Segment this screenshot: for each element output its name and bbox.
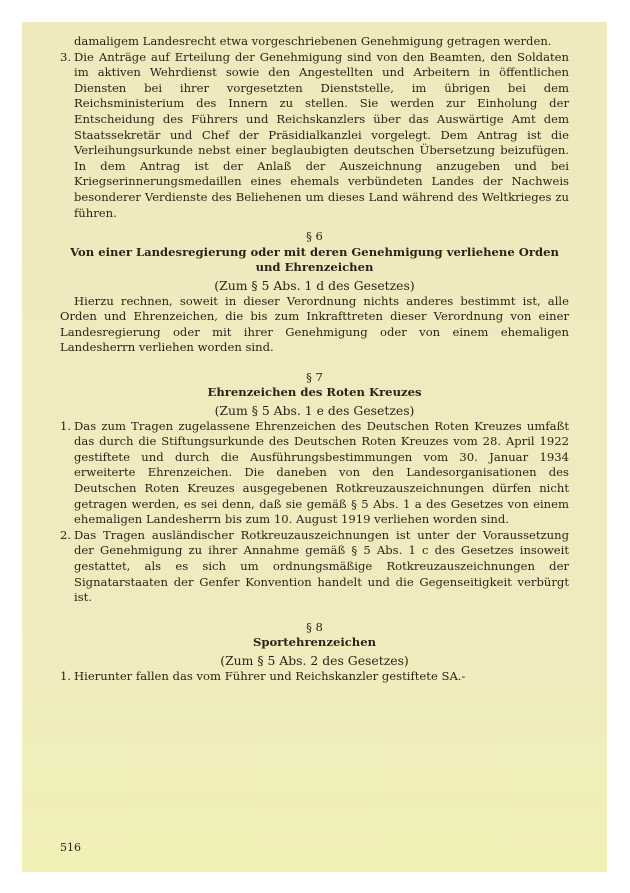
section-7-number: § 7 — [306, 369, 323, 384]
section-7-title: Ehrenzeichen des Roten Kreuzes — [207, 385, 422, 400]
section-7-reference: (Zum § 5 Abs. 1 e des Gesetzes) — [214, 403, 415, 419]
list-item-text: Das Tragen ausländischer Rotkreuzauszeichnungen ist unter der Voraussetzung der Genehmigung zu ihrer Annahme gemäß § 5 Abs. 1 c des Gesetzes insoweit gestattet, als es sich um ordnungsmäßige Rotkreuzauszeichnungen der Signatarstaaten der Genfer Konvention handelt und die Gegenseitigkeit verbürgt ist. — [74, 527, 569, 605]
list-item-text: Die Anträge auf Erteilung der Genehmigung sind von den Beamten, den Soldaten im aktiven Wehrdienst sowie den Angestellten und Arbeitern in öffentlichen Diensten bei ihrer vorgesetzten Dienststelle, im übrigen bei dem Reichsministerium des Innern zu stellen. Sie werden zur Einholung der Entscheidung des Führers und Reichskanzlers über das Auswärtige Amt dem Staatssekretär und Chef der Präsidialkanzlei vorgelegt. Dem Antrag ist die Verleihungsurkunde nebst einer beglaubigten deutschen Übersetzung beizufügen. In dem Antrag ist der Anlaß der Auszeichnung anzugeben und bei Kriegserinnerungsmedaillen eines ehemals verbündeten Landes der Nachweis besonderer Verdienste des Beliehenen um dieses Land während des Weltkrieges zu führen. — [74, 49, 569, 220]
page-number: 516 — [60, 841, 81, 855]
document-page — [22, 22, 607, 872]
section-6-title: Von einer Landesregierung oder mit deren Genehmigung verliehene Orden und Ehrenzeichen — [70, 244, 559, 275]
list-item-number: 1. — [60, 668, 72, 683]
section-6-paragraph: Hierzu rechnen, soweit in dieser Verordnung nichts anderes bestimmt ist, alle Orden und Ehrenzeichen, die bis zum Inkrafttreten dieser Verordnung von einer Landesregierung oder mit ihrer Genehmigung oder von einem ehemaligen Landesherrn verliehen worden sind. — [60, 293, 569, 355]
list-item-number: 2. — [60, 527, 72, 542]
section-6-reference: (Zum § 5 Abs. 1 d des Gesetzes) — [214, 277, 415, 293]
section-8-number: § 8 — [306, 619, 323, 634]
list-item-text: Hierunter fallen das vom Führer und Reichskanzler gestiftete SA.- — [74, 668, 466, 683]
list-item-3 — [60, 50, 569, 222]
list-item — [60, 419, 569, 528]
list-item-number: 3. — [60, 49, 72, 64]
section-8-title: Sportehrenzeichen — [252, 635, 377, 650]
section-6-number: § 6 — [306, 229, 323, 244]
list-item — [60, 669, 569, 685]
section-8-reference: (Zum § 5 Abs. 2 des Gesetzes) — [220, 652, 409, 668]
list-item — [60, 528, 569, 606]
list-item-text: Das zum Tragen zugelassene Ehrenzeichen des Deutschen Roten Kreuzes umfaßt das durch die Stiftungsurkunde des Deutschen Roten Kreuzes vom 28. April 1922 gestiftete und durch die Ausführungsbestimmungen vom 30. Januar 1934 erweiterte Ehrenzeichen. Die daneben von den Landesorganisationen des Deutschen Roten Kreuzes ausgegebenen Rotkreuzauszeichnungen dürfen nicht getragen werden, es sei denn, daß sie gemäß § 5 Abs. 1 a des Gesetzes von einem ehemaligen Landesherrn bis zum 10. August 1919 verliehen worden sind. — [74, 418, 569, 527]
list-item-number: 1. — [60, 418, 72, 433]
continuation-text: damaligem Landesrecht etwa vorgeschriebenen Genehmigung getragen werden. — [74, 34, 552, 48]
